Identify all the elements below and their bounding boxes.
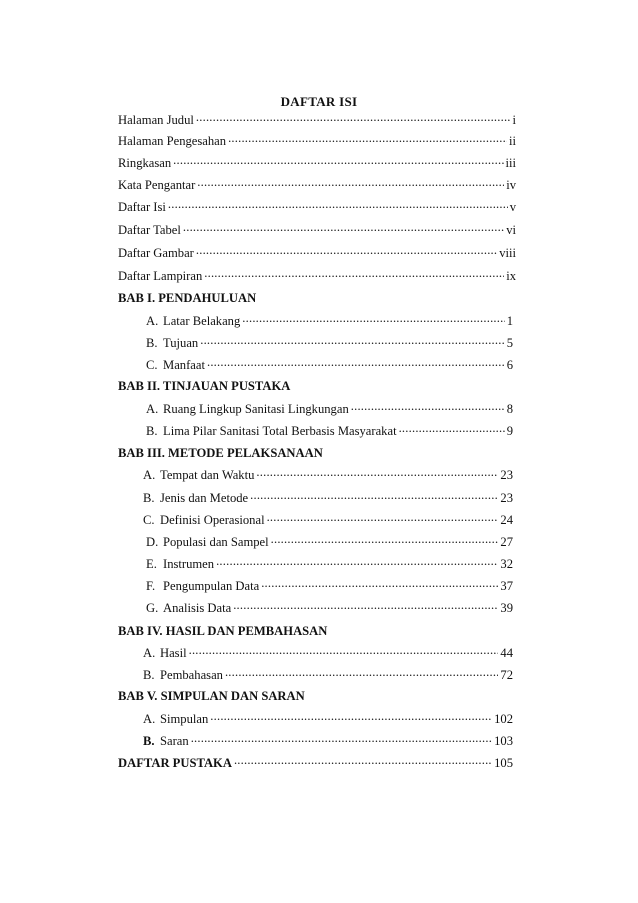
toc-entry-page: 37 — [500, 579, 513, 593]
toc-entry-hasil — [143, 643, 513, 663]
toc-leader-dots — [351, 402, 505, 416]
toc-entry-text: Latar Belakang — [163, 314, 241, 328]
toc-entry-text: Instrumen — [163, 557, 215, 571]
toc-entry-label: Daftar Gambar — [118, 246, 194, 260]
toc-leader-dots — [261, 579, 498, 593]
toc-entry-text: Pengumpulan Data — [163, 579, 260, 593]
toc-entry-label — [146, 333, 198, 353]
toc-entry-pengumpulan-data — [146, 576, 513, 596]
toc-entry-halaman-judul — [118, 110, 516, 130]
toc-entry-halaman-pengesahan — [118, 131, 516, 151]
toc-leader-dots — [267, 513, 499, 527]
toc-entry-page: 23 — [500, 468, 513, 482]
toc-entry-label — [146, 311, 240, 331]
toc-entry-letter: B. — [143, 491, 155, 505]
toc-entry-page: 27 — [500, 535, 513, 549]
toc-leader-dots — [189, 646, 499, 660]
toc-leader-dots — [399, 424, 505, 438]
toc-leader-dots — [234, 756, 492, 770]
chapter-heading-bab-3: BAB III. METODE PELAKSANAAN — [118, 446, 323, 460]
toc-leader-dots — [271, 535, 499, 549]
toc-leader-dots — [196, 246, 497, 260]
toc-entry-text: Manfaat — [163, 358, 205, 372]
toc-entry-pembahasan — [143, 665, 513, 685]
toc-leader-dots — [196, 113, 511, 127]
toc-entry-tempat-waktu — [143, 465, 513, 485]
toc-entry-text: Tujuan — [163, 336, 199, 350]
toc-entry-page: 105 — [494, 756, 513, 770]
toc-leader-dots — [242, 314, 504, 328]
toc-entry-latar-belakang — [146, 311, 513, 331]
page-title: DAFTAR ISI — [280, 94, 358, 109]
toc-entry-page: 39 — [500, 601, 513, 615]
toc-leader-dots — [256, 468, 498, 482]
toc-entry-page: iv — [506, 178, 516, 192]
toc-entry-kata-pengantar — [118, 175, 516, 195]
toc-entry-label: Daftar Tabel — [118, 223, 181, 237]
toc-entry-text: Saran — [160, 734, 189, 748]
toc-entry-label — [143, 488, 248, 508]
toc-entry-label: Halaman Pengesahan — [118, 134, 227, 148]
toc-leader-dots — [173, 156, 503, 170]
toc-entry-text: Pembahasan — [160, 668, 223, 682]
toc-entry-label — [146, 576, 259, 596]
toc-entry-page: 102 — [494, 712, 513, 726]
chapter-heading-bab-5: BAB V. SIMPULAN DAN SARAN — [118, 689, 305, 703]
toc-entry-text: Definisi Operasional — [160, 513, 265, 527]
toc-entry-label: Kata Pengantar — [118, 178, 196, 192]
toc-entry-page: 72 — [500, 668, 513, 682]
toc-entry-letter: B. — [143, 734, 155, 748]
toc-entry-letter: C. — [146, 358, 158, 372]
toc-entry-text: Ruang Lingkup Sanitasi Lingkungan — [163, 402, 349, 416]
toc-entry-page: 32 — [500, 557, 513, 571]
toc-leader-dots — [210, 712, 492, 726]
toc-entry-page: 44 — [500, 646, 513, 660]
toc-entry-label: Halaman Judul — [118, 113, 194, 127]
toc-entry-label — [143, 465, 254, 485]
toc-leader-dots — [216, 557, 498, 571]
toc-leader-dots — [225, 668, 498, 682]
toc-entry-populasi-sampel — [146, 532, 513, 552]
toc-entry-simpulan — [143, 709, 513, 729]
toc-entry-label: Daftar Lampiran — [118, 269, 203, 283]
toc-entry-daftar-tabel — [118, 220, 516, 240]
toc-entry-text: Lima Pilar Sanitasi Total Berbasis Masyarakat — [163, 424, 397, 438]
toc-leader-dots — [207, 358, 505, 372]
toc-entry-jenis-metode — [143, 488, 513, 508]
toc-entry-label — [143, 643, 187, 663]
toc-entry-daftar-lampiran — [118, 266, 516, 286]
toc-entry-text: Simpulan — [160, 712, 209, 726]
toc-entry-letter: A. — [146, 314, 159, 328]
toc-entry-label — [143, 731, 189, 751]
toc-entry-page: iii — [505, 156, 516, 170]
toc-entry-analisis-data — [146, 598, 513, 618]
toc-entry-letter: A. — [143, 468, 156, 482]
toc-entry-letter: B. — [143, 668, 155, 682]
toc-entry-label: Daftar Isi — [118, 200, 166, 214]
toc-entry-ringkasan — [118, 153, 516, 173]
toc-entry-page: viii — [499, 246, 516, 260]
toc-leader-dots — [233, 601, 498, 615]
toc-leader-dots — [183, 223, 504, 237]
toc-entry-saran — [143, 731, 513, 751]
toc-entry-daftar-gambar — [118, 243, 516, 263]
toc-leader-dots — [200, 336, 504, 350]
toc-entry-label — [146, 532, 269, 552]
toc-entry-text: Hasil — [160, 646, 187, 660]
chapter-heading-bab-2: BAB II. TINJAUAN PUSTAKA — [118, 379, 291, 393]
toc-entry-page: i — [512, 113, 516, 127]
toc-entry-letter: C. — [143, 513, 155, 527]
toc-entry-lima-pilar — [146, 421, 513, 441]
toc-entry-letter: A. — [146, 402, 159, 416]
toc-leader-dots — [250, 491, 498, 505]
toc-entry-text: Populasi dan Sampel — [163, 535, 269, 549]
toc-entry-page: ii — [509, 134, 516, 148]
toc-entry-label — [146, 355, 205, 375]
toc-entry-label — [146, 421, 397, 441]
toc-leader-dots — [204, 269, 504, 283]
chapter-heading-bab-4: BAB IV. HASIL DAN PEMBAHASAN — [118, 624, 328, 638]
toc-entry-page: 8 — [506, 402, 513, 416]
toc-entry-letter: F. — [146, 579, 156, 593]
toc-entry-label — [143, 510, 265, 530]
toc-entry-manfaat — [146, 355, 513, 375]
toc-entry-page: ix — [506, 269, 516, 283]
toc-entry-letter: A. — [143, 712, 156, 726]
toc-leader-dots — [228, 134, 507, 148]
toc-entry-letter: G. — [146, 601, 159, 615]
toc-entry-daftar-isi — [118, 197, 516, 217]
toc-entry-letter: E. — [146, 557, 157, 571]
toc-entry-text: Jenis dan Metode — [160, 491, 249, 505]
toc-entry-page: 5 — [506, 336, 513, 350]
toc-entry-label — [143, 709, 208, 729]
toc-entry-ruang-lingkup — [146, 399, 513, 419]
toc-entry-letter: B. — [146, 336, 158, 350]
toc-entry-page: v — [509, 200, 516, 214]
toc-entry-page: 6 — [506, 358, 513, 372]
toc-entry-label: DAFTAR PUSTAKA — [118, 756, 232, 770]
toc-entry-letter: B. — [146, 424, 158, 438]
toc-entry-letter: D. — [146, 535, 159, 549]
toc-entry-text: Tempat dan Waktu — [160, 468, 255, 482]
toc-leader-dots — [197, 178, 504, 192]
toc-entry-label — [146, 399, 349, 419]
toc-entry-letter: A. — [143, 646, 156, 660]
toc-entry-page: 1 — [506, 314, 513, 328]
toc-entry-label — [146, 554, 214, 574]
toc-entry-label: Ringkasan — [118, 156, 172, 170]
chapter-heading-bab-1: BAB I. PENDAHULUAN — [118, 291, 257, 305]
toc-entry-label — [146, 598, 231, 618]
toc-entry-tujuan — [146, 333, 513, 353]
toc-entry-page: 9 — [506, 424, 513, 438]
toc-entry-text: Analisis Data — [163, 601, 232, 615]
toc-entry-page: 23 — [500, 491, 513, 505]
toc-leader-dots — [168, 200, 508, 214]
toc-entry-definisi-operasional — [143, 510, 513, 530]
toc-entry-daftar-pustaka — [118, 753, 513, 773]
toc-entry-page: vi — [506, 223, 516, 237]
toc-leader-dots — [191, 734, 492, 748]
toc-entry-label — [143, 665, 223, 685]
toc-entry-page: 103 — [494, 734, 513, 748]
toc-entry-instrumen — [146, 554, 513, 574]
toc-entry-page: 24 — [500, 513, 513, 527]
